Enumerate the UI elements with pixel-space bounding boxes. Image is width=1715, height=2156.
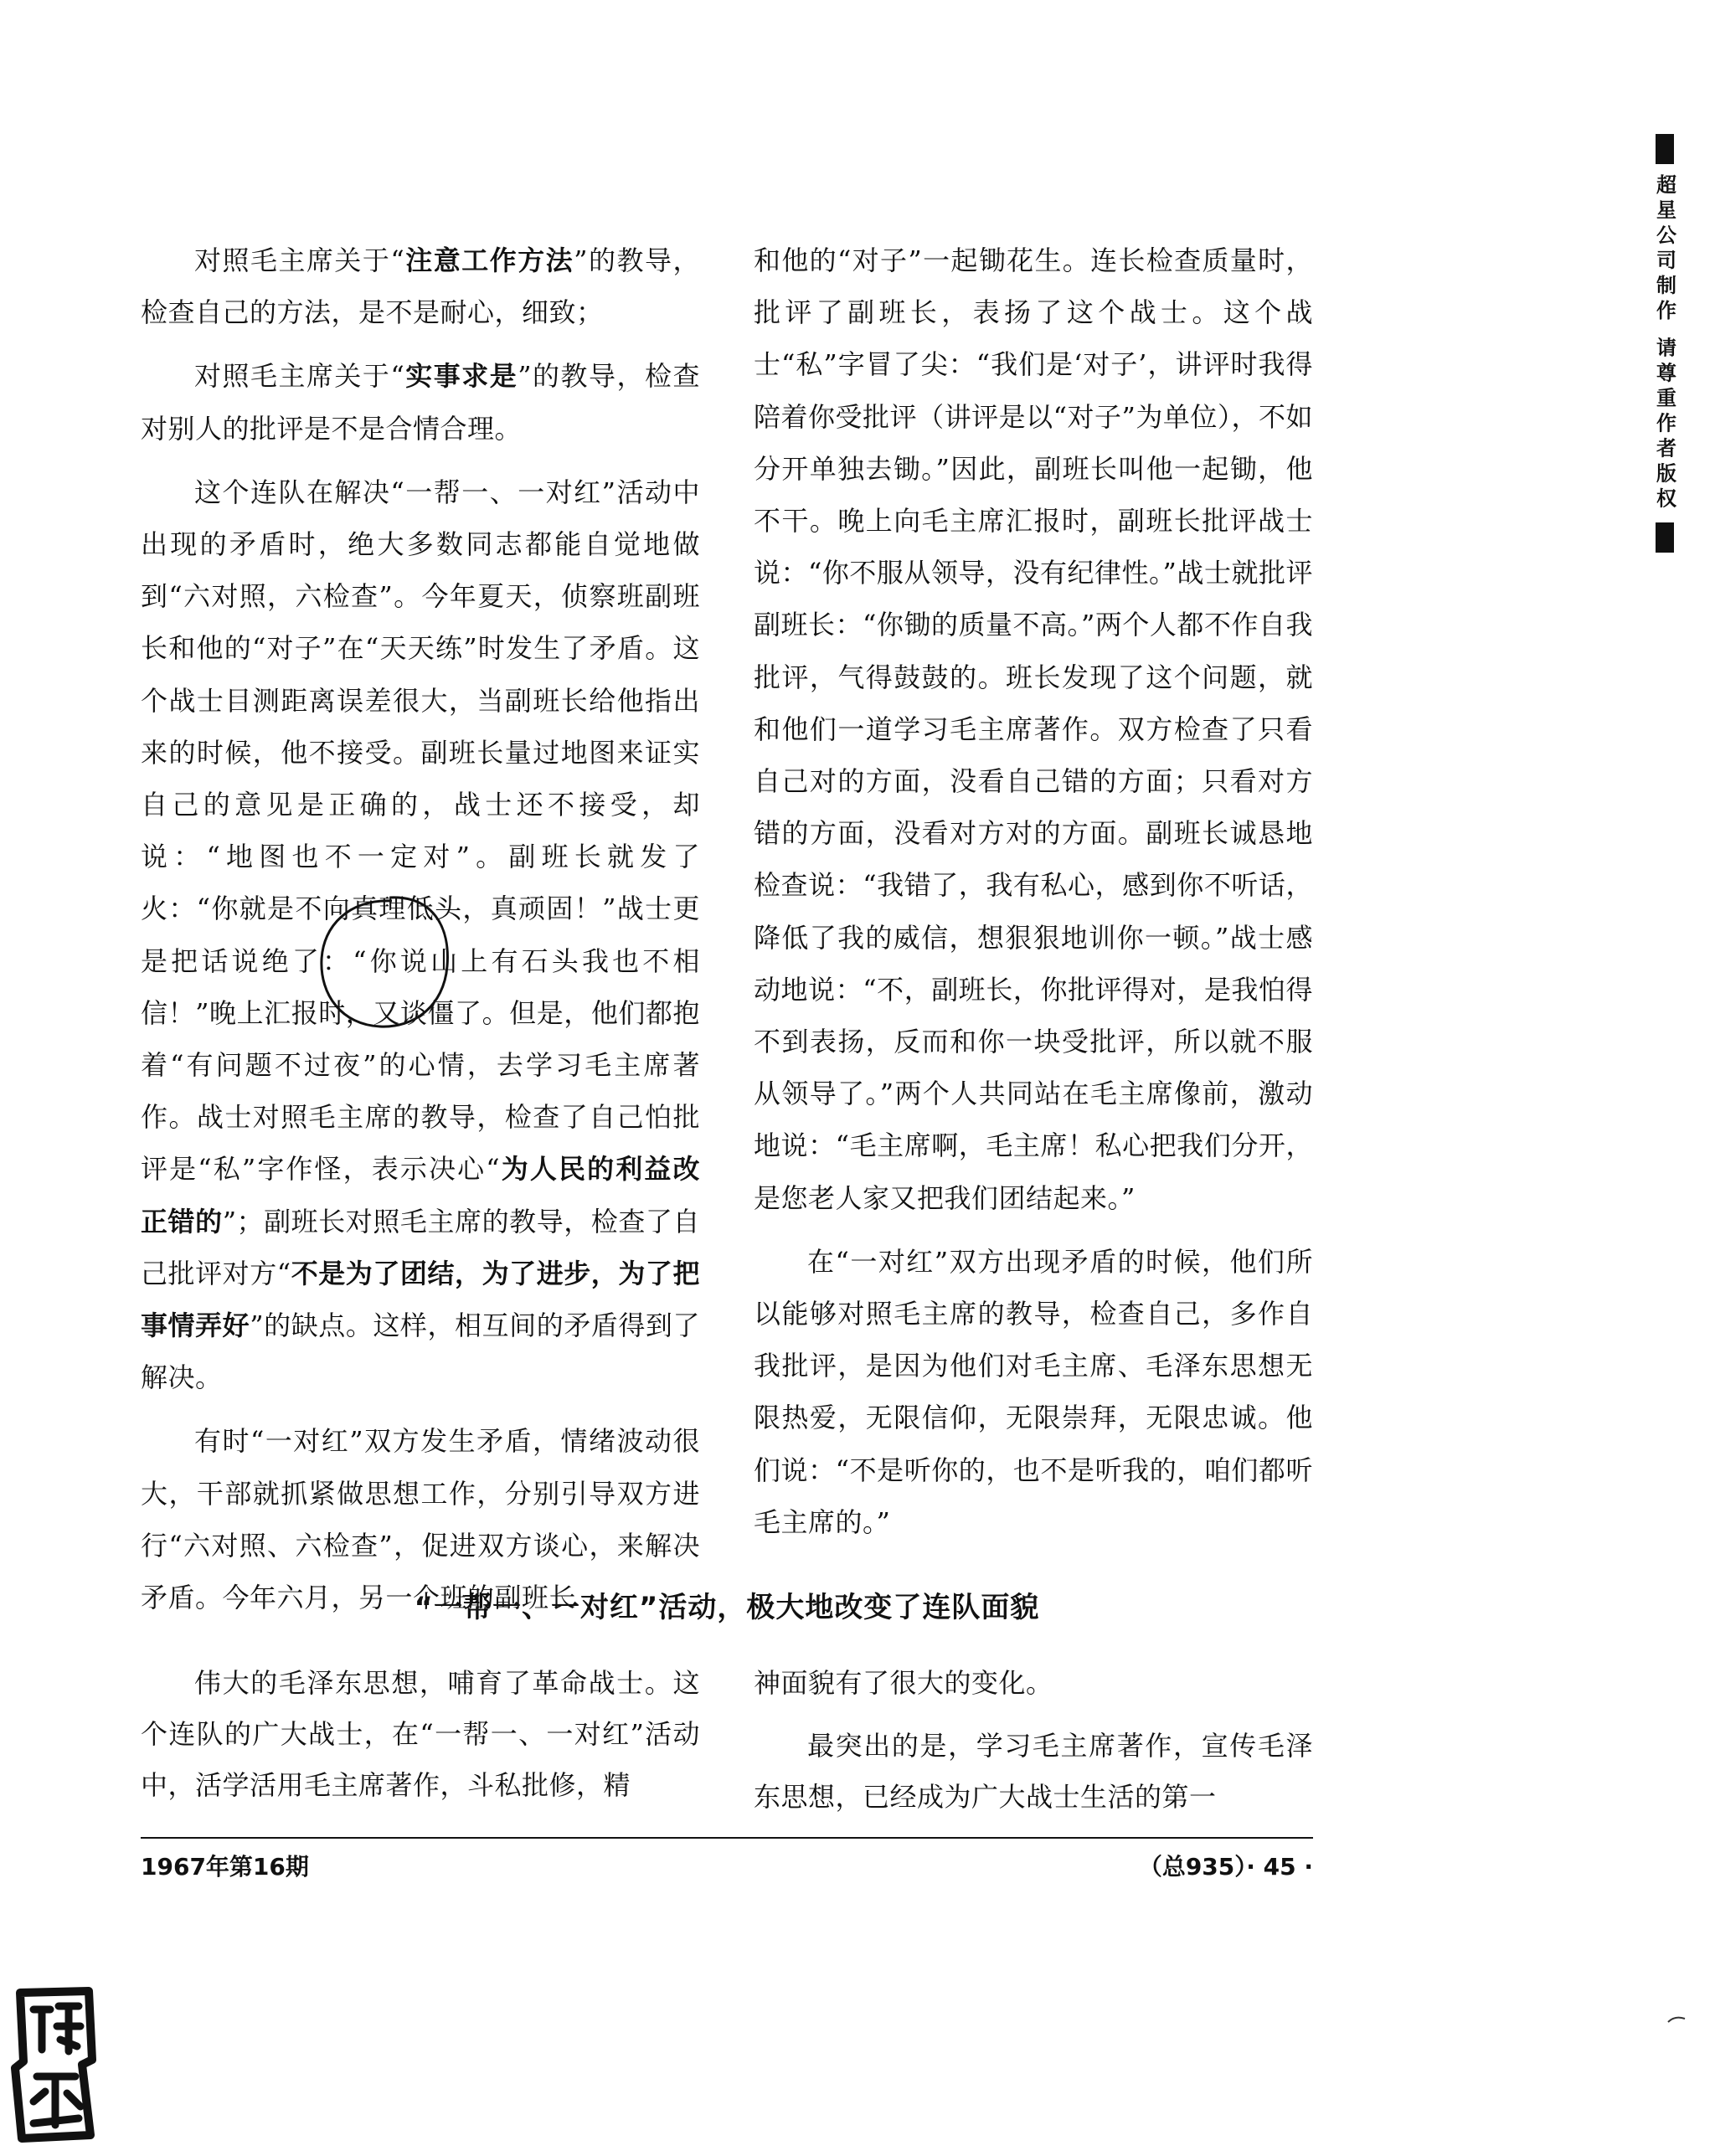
section-left-column [141, 1658, 700, 1823]
text-span: 伟大的毛泽东思想，哺育了革命战士。这个连队的广大战士，在“一帮一、一对红”活动中，活学活用毛主席著作，斗私批修，精 [141, 1667, 700, 1801]
text-span: 最突出的是，学习毛主席著作，宣传毛泽东思想，已经成为广大战士生活的第一 [754, 1730, 1313, 1813]
handwritten-circle-mark [315, 893, 454, 1032]
bold-quote-span: 实事求是 [404, 360, 518, 393]
side-notice-text: 超星公司制作 请尊重作者版权 [1652, 174, 1676, 513]
left-paragraph-2 [141, 350, 700, 454]
section-heading: “一帮一、一对红”活动，极大地改变了连队面貌 [414, 1591, 1040, 1624]
seal-stamp [8, 1984, 102, 2143]
right-paragraph-2 [754, 1236, 1313, 1548]
stray-mark [1666, 2014, 1687, 2027]
footer-rule [141, 1837, 1313, 1839]
bold-quote-span: 为人民的利益改正错的 [141, 1153, 700, 1238]
text-span: ”的教导，检查对别人的批评是不是合情合理。 [141, 360, 700, 445]
section-right-column [754, 1658, 1313, 1834]
section-right-paragraph-1 [754, 1658, 1313, 1709]
bold-quote-span: 注意工作方法 [404, 244, 574, 276]
text-span: 在“一对红”双方出现矛盾的时候，他们所以能够对照毛主席的教导，检查自己，多作自我批评，是因为他们对毛主席、毛泽东思想无限热爱，无限信仰，无限崇拜，无限忠诚。他们说：“不是听你的，也不是听我的，咱们都听毛主席的。” [754, 1245, 1313, 1538]
text-span: 对照毛主席关于“ [194, 244, 405, 276]
footer-issue: 1967年第16期 [141, 1853, 309, 1881]
text-span: 这个连队在解决“一帮一、一对红”活动中出现的矛盾时，绝大多数同志都能自觉地做到“六对照，六检查”。今年夏天，侦察班副班长和他的“对子”在“天天练”时发生了矛盾。这个战士目测距离误差很大，当副班长给他指出来的时候，他不接受。副班长量过地图来证实自己的意见是正确的，战士还不接受，却说：“地图也不一定对”。副班长就发了火：“你就是不向真理低头，真顽固！”战士更是把话说绝了：“你说山上有石头我也不相信！”晚上汇报时，又谈僵了。但是，他们都抱着“有问题不过夜”的心情，去学习毛主席著作。战士对照毛主席的教导，检查了自己怕批评是“私”字作怪，表示决心“ [141, 476, 700, 1186]
side-bar-top [1656, 134, 1674, 164]
text-span: 神面貌有了很大的变化。 [754, 1667, 1053, 1699]
text-span: ”；副班长对照毛主席的教导，检查了自己批评对方“ [141, 1205, 700, 1289]
side-bar-bottom [1656, 522, 1674, 553]
section-right-paragraph-2 [754, 1721, 1313, 1823]
text-span: ”的缺点。这样，相互间的矛盾得到了解决。 [141, 1310, 700, 1394]
left-paragraph-1 [141, 234, 700, 338]
text-span: ”的教导，检查自己的方法，是不是耐心，细致； [141, 244, 700, 329]
right-paragraph-1 [754, 234, 1313, 1224]
section-left-paragraph-1 [141, 1658, 700, 1811]
bold-quote-span: 不是为了团结，为了进步，为了把事情弄好 [141, 1257, 700, 1342]
footer-page-number: （总935）· 45 · [1138, 1853, 1313, 1881]
text-span: 和他的“对子”一起锄花生。连长检查质量时，批评了副班长，表扬了这个战士。这个战士“私”字冒了尖：“我们是‘对子’，讲评时我得陪着你受批评（讲评是以“对子”为单位），不如分开单独去锄。”因此，副班长叫他一起锄，他不干。晚上向毛主席汇报时，副班长批评战士说：“你不服从领导，没有纪律性。”战士就批评副班长：“你锄的质量不高。”两个人都不作自我批评，气得鼓鼓的。班长发现了这个问题，就和他们一道学习毛主席著作。双方检查了只看自己对的方面，没看自己错的方面；只看对方错的方面，没看对方对的方面。副班长诚恳地检查说：“我错了，我有私心，感到你不听话，降低了我的威信，想狠狠地训你一顿。”战士感动地说：“不，副班长，你批评得对，是我怕得不到表扬，反而和你一块受批评，所以就不服从领导了。”两个人共同站在毛主席像前，激动地说：“毛主席啊，毛主席！私心把我们分开，是您老人家又把我们团结起来。” [754, 244, 1313, 1214]
right-column [754, 234, 1313, 1560]
text-span: 有时“一对红”双方发生矛盾，情绪波动很大，干部就抓紧做思想工作，分别引导双方进行“六对照、六检查”，促进双方谈心，来解决矛盾。今年六月，另一个班的副班长 [141, 1425, 700, 1614]
text-span: 对照毛主席关于“ [194, 360, 405, 393]
side-copyright-notice [1648, 134, 1682, 553]
